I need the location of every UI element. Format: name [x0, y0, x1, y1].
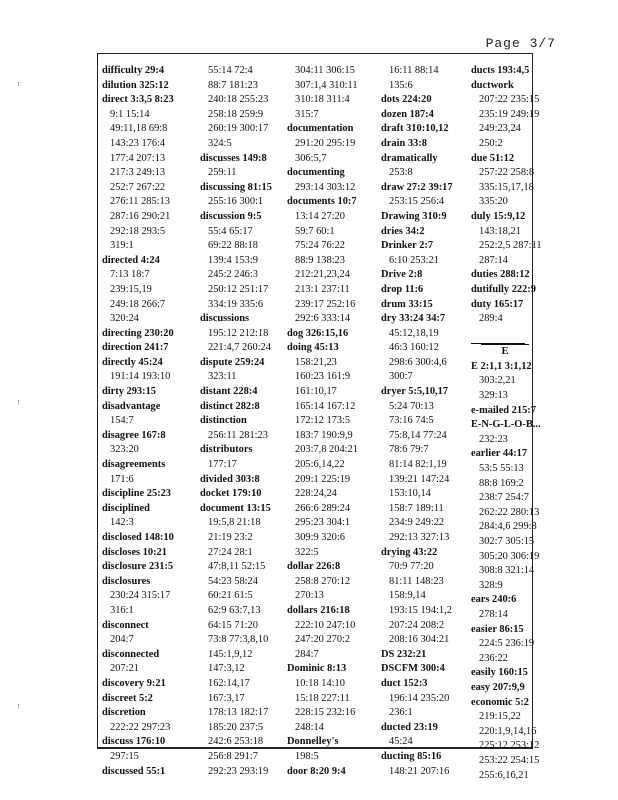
index-continuation: 59:7 60:1: [295, 225, 335, 237]
index-continuation: 270:13: [295, 590, 324, 602]
index-continuation: 249:18 266:7: [110, 298, 166, 310]
index-term: dries 34:2: [381, 225, 425, 237]
index-term: easily 160:15: [471, 667, 528, 679]
index-term: Drive 2:8: [381, 269, 423, 281]
index-term: documentation: [287, 123, 354, 135]
index-continuation: 167:3,17: [208, 692, 245, 704]
index-continuation: 75:8,14 77:24: [389, 429, 447, 441]
index-continuation: 230:24 315:17: [110, 590, 171, 602]
index-continuation: 255:6,16,21: [479, 769, 529, 781]
index-continuation: 165:14 167:12: [295, 400, 356, 412]
index-term: due 51:12: [471, 152, 515, 164]
index-continuation: 78:6 79:7: [389, 444, 429, 456]
index-column-2: [200, 64, 286, 779]
index-term: directing 230:20: [102, 327, 174, 339]
index-term: dutifully 222:9: [471, 283, 536, 295]
index-continuation: 323:11: [208, 371, 237, 383]
index-continuation: 307:1,4 310:11: [295, 79, 358, 91]
index-continuation: 240:18 255:23: [208, 94, 269, 106]
index-continuation: 305:20 306:19: [479, 550, 540, 562]
index-continuation: 255:16 300:1: [208, 196, 264, 208]
index-term: e-mailed 215:7: [471, 404, 536, 416]
index-continuation: 293:14 303:12: [295, 181, 356, 193]
index-continuation: 6:10 253:21: [389, 254, 439, 266]
index-term: discuss 176:10: [102, 736, 166, 748]
index-continuation: 191:14 193:10: [110, 371, 171, 383]
index-term: dry 33:24 34:7: [381, 313, 446, 325]
index-continuation: 183:7 190:9,9: [295, 429, 353, 441]
index-continuation: 88:8 169:2: [479, 477, 524, 489]
index-continuation: 158:7 189:11: [389, 502, 444, 514]
index-continuation: 308:8 321:14: [479, 565, 535, 577]
index-continuation: 248:14: [295, 721, 324, 733]
index-continuation: 245:2 246:3: [208, 269, 258, 281]
index-continuation: 153:10,14: [389, 488, 431, 500]
index-term: Donnelley's: [287, 736, 339, 748]
index-continuation: 266:6 289:24: [295, 502, 351, 514]
index-continuation: 185:20 237:5: [208, 721, 264, 733]
index-term: ducted 23:19: [381, 721, 438, 733]
index-term: draw 27:2 39:17: [381, 181, 453, 193]
index-continuation: 292:18 293:5: [110, 225, 166, 237]
index-continuation: 161:10,17: [295, 386, 337, 398]
index-term: direct 3:3,5 8:23: [102, 94, 174, 106]
section-letter: E: [481, 344, 529, 360]
index-continuation: 158:21,23: [295, 356, 337, 368]
index-term: dog 326:15,16: [287, 327, 349, 339]
index-continuation: 148:21 207:16: [389, 765, 450, 777]
index-continuation: 55:4 65:17: [208, 225, 253, 237]
index-term: disagree 167:8: [102, 429, 166, 441]
index-continuation: 260:19 300:17: [208, 123, 269, 135]
index-continuation: 228:15 232:16: [295, 707, 356, 719]
index-term: duct 152:3: [381, 677, 428, 689]
index-continuation: 292:13 327:13: [389, 532, 450, 543]
index-continuation: 324:5: [208, 137, 232, 149]
index-continuation: 292:23 293:19: [208, 765, 269, 777]
index-term: DS 232:21: [381, 648, 427, 660]
index-term: directed 4:24: [102, 254, 160, 266]
index-term: disconnected: [102, 648, 160, 660]
index-continuation: 252:7 267:22: [110, 181, 166, 193]
index-term: disadvantage: [102, 400, 161, 412]
index-term: ducts 193:4,5: [471, 65, 530, 76]
index-continuation: 239:17 252:16: [295, 298, 356, 310]
index-term: Dominic 8:13: [287, 663, 347, 675]
index-continuation: 88:7 181:23: [208, 79, 258, 91]
index-continuation: 207:24 208:2: [389, 619, 445, 631]
index-term: discretion: [102, 707, 146, 719]
index-continuation: 289:4: [479, 313, 503, 325]
index-term: disconnect: [102, 619, 149, 631]
index-continuation: 21:19 23:2: [208, 532, 253, 543]
index-continuation: 213:1 237:11: [295, 283, 350, 295]
index-continuation: 222:22 297:23: [110, 721, 171, 733]
index-continuation: 70:9 77:20: [389, 561, 434, 573]
index-continuation: 221:4,7 260:24: [208, 342, 271, 354]
index-continuation: 15:18 227:11: [295, 692, 350, 704]
index-continuation: 220:1,9,14,16: [479, 725, 537, 737]
index-continuation: 236:1: [389, 707, 413, 719]
index-term: disclosures: [102, 575, 151, 587]
index-term: duly 15:9,12: [471, 210, 526, 222]
index-continuation: 323:20: [110, 444, 139, 456]
index-term: disclosed 148:10: [102, 532, 174, 543]
index-continuation: 262:22 280:13: [479, 506, 540, 518]
index-continuation: 49:11,18 69:8: [110, 123, 168, 135]
index-continuation: 204:7: [110, 634, 134, 646]
index-term: ducting 85:16: [381, 750, 442, 762]
index-term: draft 310:10,12: [381, 123, 449, 135]
index-continuation: 252:2,5 287:11: [479, 240, 542, 252]
index-continuation: 224:5 236:19: [479, 638, 535, 650]
index-continuation: 54:23 58:24: [208, 575, 258, 587]
index-term: discipline 25:23: [102, 488, 171, 500]
index-continuation: 322:5: [295, 546, 319, 558]
index-term: discussion 9:5: [200, 210, 262, 222]
index-term: dryer 5:5,10,17: [381, 386, 449, 398]
index-continuation: 172:12 173:5: [295, 415, 351, 427]
index-term: easier 86:15: [471, 623, 524, 635]
index-term: door 8:20 9:4: [287, 765, 346, 777]
index-continuation: 256:11 281:23: [208, 429, 268, 441]
index-continuation: 158:9,14: [389, 590, 426, 602]
index-term: document 13:15: [200, 502, 271, 514]
index-term: drain 33:8: [381, 137, 427, 149]
index-continuation: 249:23,24: [479, 123, 521, 135]
index-term: divided 303:8: [200, 473, 260, 485]
index-continuation: 162:14,17: [208, 677, 250, 689]
index-continuation: 9:1 15:14: [110, 108, 150, 120]
margin-mark: [18, 400, 22, 404]
index-continuation: 222:10 247:10: [295, 619, 356, 631]
index-term: dramatically: [381, 152, 438, 164]
index-continuation: 196:14 235:20: [389, 692, 450, 704]
index-term: drying 43:22: [381, 546, 438, 558]
index-term: doing 45:13: [287, 342, 339, 354]
index-term: E 2:1,1 3:1,12: [471, 360, 532, 372]
index-continuation: 278:14: [479, 608, 508, 620]
index-continuation: 236:22: [479, 652, 508, 664]
index-continuation: 287:14: [479, 254, 508, 266]
index-term: disagreements: [102, 459, 166, 471]
index-continuation: 253:15 256:4: [389, 196, 445, 208]
index-continuation: 171:6: [110, 473, 134, 485]
index-continuation: 309:9 320:6: [295, 532, 345, 543]
index-continuation: 258:18 259:9: [208, 108, 264, 120]
index-continuation: 135:6: [389, 79, 413, 91]
index-continuation: 225:12 253:12: [479, 740, 540, 752]
index-term: distinction: [200, 415, 247, 427]
index-term: E-N-G-L-O-B...: [471, 419, 541, 431]
index-column-4: [381, 64, 467, 779]
index-continuation: 139:4 153:9: [208, 254, 258, 266]
margin-mark: [18, 82, 22, 86]
index-continuation: 16:11 88:14: [389, 65, 439, 76]
index-term: difficulty 29:4: [102, 65, 165, 76]
index-term: discovery 9:21: [102, 677, 166, 689]
index-continuation: 178:13 182:17: [208, 707, 269, 719]
index-term: distinct 282:8: [200, 400, 260, 412]
index-continuation: 160:23 161:9: [295, 371, 351, 383]
index-term: disclosure 231:5: [102, 561, 174, 573]
index-term: DSCFM 300:4: [381, 663, 445, 675]
index-continuation: 334:19 335:6: [208, 298, 264, 310]
index-continuation: 207:22 235:15: [479, 94, 540, 106]
index-continuation: 302:7 305:15: [479, 536, 535, 547]
index-continuation: 143:18,21: [479, 225, 521, 237]
spacer: [471, 327, 557, 342]
index-term: earlier 44:17: [471, 448, 528, 460]
index-continuation: 45:24: [389, 736, 413, 748]
index-continuation: 209:1 225:19: [295, 473, 351, 485]
index-continuation: 60:21 61:5: [208, 590, 253, 602]
index-continuation: 69:22 88:18: [208, 240, 258, 252]
index-continuation: 239:15,19: [110, 283, 152, 295]
index-continuation: 7:13 18:7: [110, 269, 150, 281]
index-continuation: 250:12 251:17: [208, 283, 269, 295]
index-continuation: 284:7: [295, 648, 319, 660]
index-continuation: 319:1: [110, 240, 134, 252]
index-continuation: 287:16 290:21: [110, 210, 171, 222]
index-term: dots 224:20: [381, 94, 432, 106]
index-continuation: 306:5,7: [295, 152, 327, 164]
index-continuation: 88:9 138:23: [295, 254, 345, 266]
index-continuation: 228:24,24: [295, 488, 337, 500]
index-continuation: 73:16 74:5: [389, 415, 434, 427]
index-continuation: 147:3,12: [208, 663, 245, 675]
index-continuation: 234:9 249:22: [389, 517, 445, 529]
index-continuation: 193:15 194:1,2: [389, 604, 452, 616]
index-term: discusses 149:8: [200, 152, 267, 164]
index-continuation: 73:8 77:3,8,10: [208, 634, 269, 646]
index-term: discreet 5:2: [102, 692, 153, 704]
index-continuation: 195:12 212:18: [208, 327, 269, 339]
index-continuation: 257:22 258:8: [479, 167, 535, 179]
index-term: documenting: [287, 167, 345, 179]
index-column-1: [102, 64, 188, 779]
index-page-frame: [97, 53, 542, 781]
index-continuation: 300:7: [389, 371, 413, 383]
index-continuation: 253:8: [389, 167, 413, 179]
index-term: duties 288:12: [471, 269, 530, 281]
index-continuation: 276:11 285:13: [110, 196, 170, 208]
index-continuation: 258:8 270:12: [295, 575, 351, 587]
margin-mark: [18, 704, 22, 708]
index-continuation: 310:18 311:4: [295, 94, 350, 106]
index-continuation: 284:4,6 299:8: [479, 521, 537, 533]
index-continuation: 329:13: [479, 390, 508, 402]
index-continuation: 259:11: [208, 167, 237, 179]
index-continuation: 247:20 270:2: [295, 634, 351, 646]
index-continuation: 53:5 55:13: [479, 463, 524, 475]
index-term: Drawing 310:9: [381, 210, 447, 222]
index-continuation: 298:6 300:4,6: [389, 356, 447, 368]
index-term: drop 11:6: [381, 283, 424, 295]
index-continuation: 154:7: [110, 415, 134, 427]
index-continuation: 304:11 306:15: [295, 65, 355, 76]
index-continuation: 47:8,11 52:15: [208, 561, 266, 573]
index-term: discussed 55:1: [102, 765, 166, 777]
index-term: duty 165:17: [471, 298, 524, 310]
index-continuation: 315:7: [295, 108, 319, 120]
index-continuation: 303:2,21: [479, 375, 516, 387]
index-column-3: [287, 64, 373, 779]
index-continuation: 177:17: [208, 459, 237, 471]
index-continuation: 297:15: [110, 750, 139, 762]
index-continuation: 219:15,22: [479, 711, 521, 723]
index-continuation: 142:3: [110, 517, 134, 529]
index-term: ears 240:6: [471, 594, 517, 606]
index-term: ductwork: [471, 79, 514, 91]
index-continuation: 13:14 27:20: [295, 210, 345, 222]
index-term: dollar 226:8: [287, 561, 341, 573]
index-continuation: 316:1: [110, 604, 134, 616]
index-continuation: 207:21: [110, 663, 139, 675]
index-continuation: 292:6 333:14: [295, 313, 351, 325]
index-term: direction 241:7: [102, 342, 169, 354]
index-continuation: 27:24 28:1: [208, 546, 253, 558]
index-continuation: 208:16 304:21: [389, 634, 450, 646]
index-continuation: 238:7 254:7: [479, 492, 529, 504]
index-term: easy 207:9,9: [471, 681, 525, 693]
index-continuation: 328:9: [479, 579, 503, 591]
index-term: distributors: [200, 444, 253, 456]
index-continuation: 198:5: [295, 750, 319, 762]
index-term: dilution 325:12: [102, 79, 169, 91]
index-term: Drinker 2:7: [381, 240, 434, 252]
index-continuation: 46:3 160:12: [389, 342, 439, 354]
index-continuation: 177:4 207:13: [110, 152, 166, 164]
index-continuation: 291:20 295:19: [295, 137, 356, 149]
index-term: drum 33:15: [381, 298, 433, 310]
index-continuation: 62:9 63:7,13: [208, 604, 261, 616]
index-term: discloses 10:21: [102, 546, 167, 558]
index-continuation: 256:8 291:7: [208, 750, 258, 762]
index-continuation: 335:20: [479, 196, 508, 208]
index-continuation: 250:2: [479, 137, 503, 149]
page-number: Page 3/7: [485, 36, 556, 51]
index-term: dirty 293:15: [102, 386, 156, 398]
index-continuation: 75:24 76:22: [295, 240, 345, 252]
index-term: distant 228:4: [200, 386, 258, 398]
index-continuation: 232:23: [479, 433, 508, 445]
index-term: disciplined: [102, 502, 150, 514]
index-continuation: 64:15 71:20: [208, 619, 258, 631]
index-term: economic 5:2: [471, 696, 529, 708]
index-continuation: 335:15,17,18: [479, 181, 534, 193]
index-continuation: 203:7,8 204:21: [295, 444, 358, 456]
index-continuation: 81:14 82:1,19: [389, 459, 447, 471]
index-continuation: 320:24: [110, 313, 139, 325]
index-continuation: 5:24 70:13: [389, 400, 434, 412]
index-continuation: 235:19 249:19: [479, 108, 540, 120]
index-continuation: 212:21,23,24: [295, 269, 350, 281]
index-continuation: 10:18 14:10: [295, 677, 345, 689]
index-continuation: 19:5,8 21:18: [208, 517, 261, 529]
index-column-5: [471, 64, 557, 783]
index-continuation: 143:23 176:4: [110, 137, 166, 149]
index-term: dollars 216:18: [287, 604, 350, 616]
index-term: discussing 81:15: [200, 181, 272, 193]
index-continuation: 217:3 249:13: [110, 167, 166, 179]
index-term: dozen 187:4: [381, 108, 434, 120]
index-continuation: 242:6 253:18: [208, 736, 264, 748]
index-term: docket 179:10: [200, 488, 262, 500]
index-term: documents 10:7: [287, 196, 357, 208]
index-continuation: 205:6,14,22: [295, 459, 345, 471]
index-term: dispute 259:24: [200, 356, 265, 368]
index-continuation: 145:1,9,12: [208, 648, 253, 660]
index-continuation: 45:12,18,19: [389, 327, 439, 339]
index-continuation: 139:21 147:24: [389, 473, 450, 485]
index-term: directly 45:24: [102, 356, 163, 368]
index-continuation: 81:11 148:23: [389, 575, 444, 587]
index-continuation: 295:23 304:1: [295, 517, 351, 529]
index-continuation: 253:22 254:15: [479, 754, 540, 766]
index-continuation: 55:14 72:4: [208, 65, 253, 76]
index-term: discussions: [200, 313, 250, 325]
